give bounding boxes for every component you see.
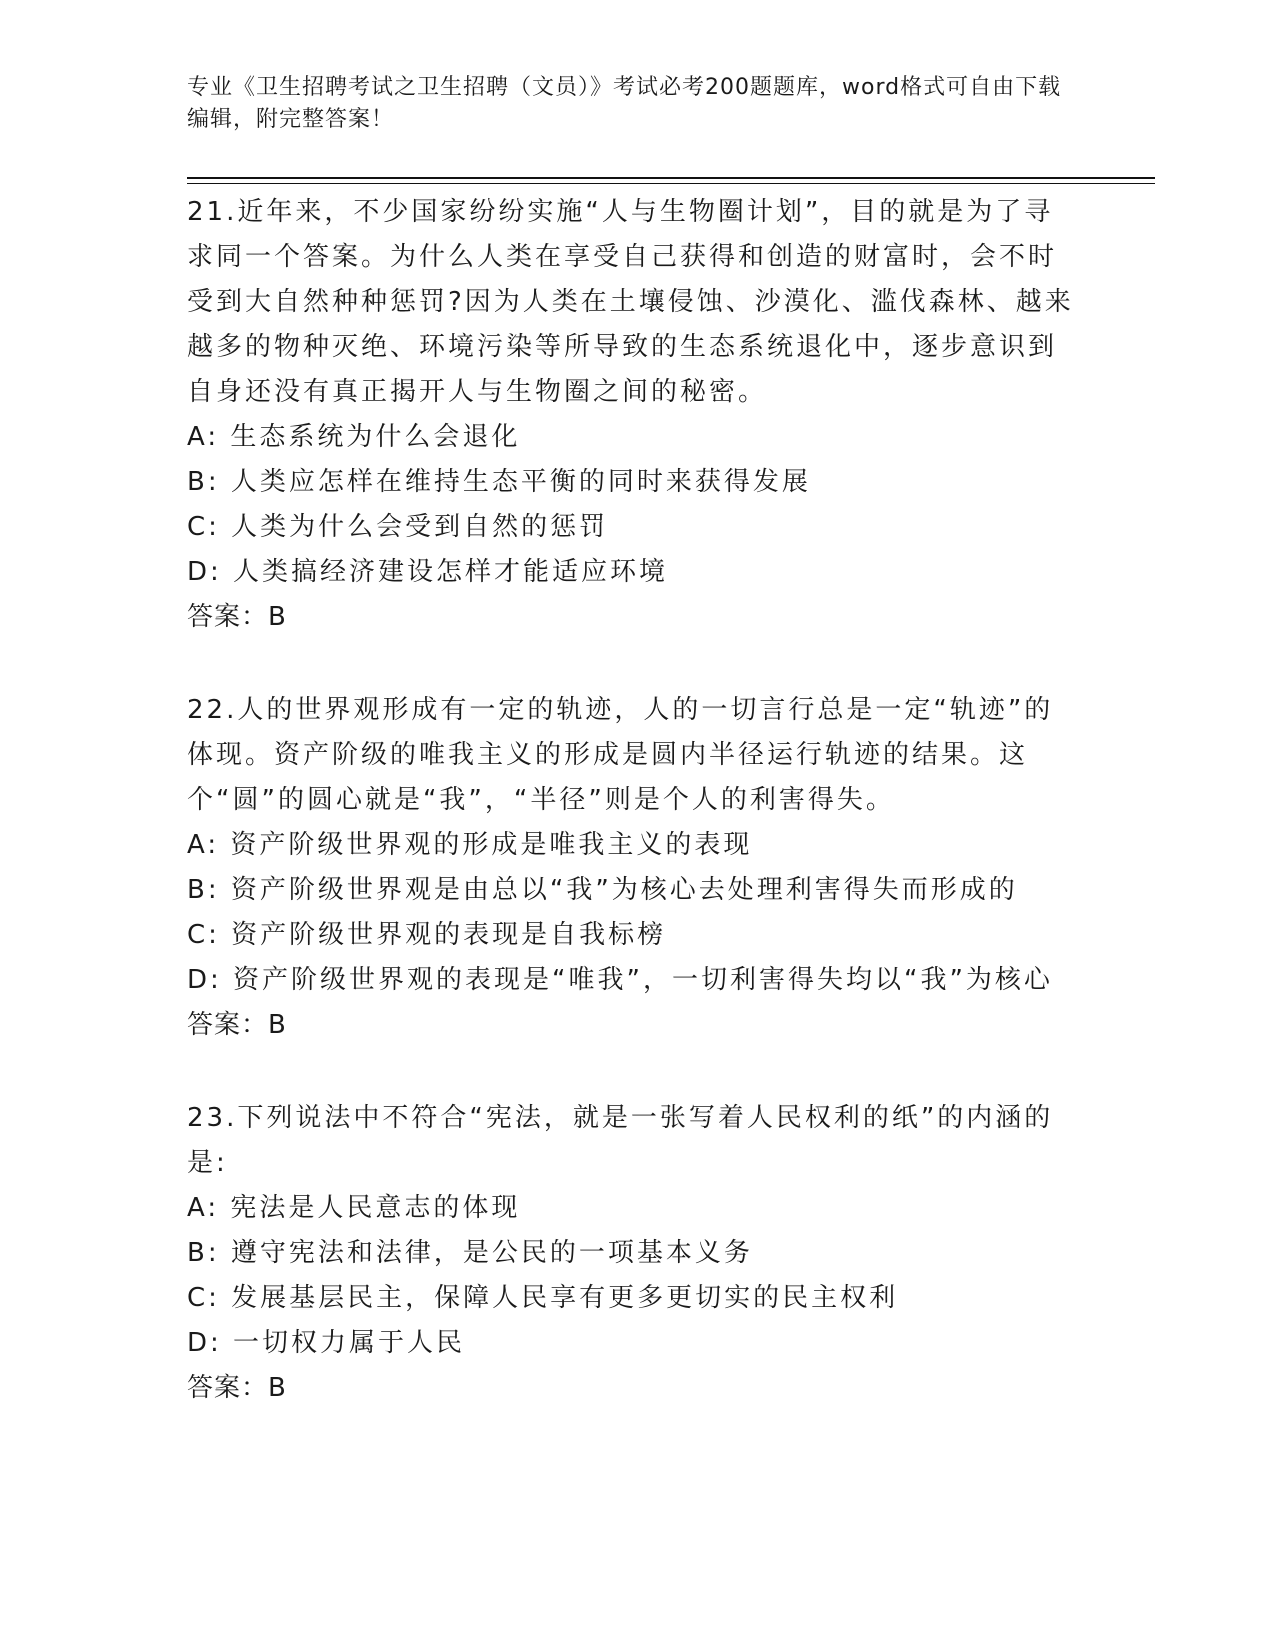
question-stem: 21.近年来，不少国家纷纷实施“人与生物圈计划”，目的就是为了寻求同一个答案。为什么人类在享受自己获得和创造的财富时，会不时受到大自然种种惩罚?因为人类在土壤侵蚀、沙漠化、滥伐森林、越来越多的物种灭绝、环境污染等所导致的生态系统退化中，逐步意识到自身还没有真正揭开人与生物圈之间的秘密。 bbox=[187, 197, 1074, 407]
question-list bbox=[187, 190, 1077, 1459]
option-b: B: 遵守宪法和法律，是公民的一项基本义务 bbox=[187, 1238, 753, 1268]
question-stem: 23.下列说法中不符合“宪法，就是一张写着人民权利的纸”的内涵的是: bbox=[187, 1103, 1054, 1178]
option-a: A: 资产阶级世界观的形成是唯我主义的表现 bbox=[187, 830, 753, 860]
option-a: A: 宪法是人民意志的体现 bbox=[187, 1193, 521, 1223]
question-23 bbox=[187, 1096, 1077, 1411]
option-a: A: 生态系统为什么会退化 bbox=[187, 422, 521, 452]
question-stem: 22.人的世界观形成有一定的轨迹，人的一切言行总是一定“轨迹”的体现。资产阶级的唯我主义的形成是圆内半径运行轨迹的结果。这个“圆”的圆心就是“我”，“半径”则是个人的利害得失。 bbox=[187, 695, 1054, 815]
header-divider-thin bbox=[187, 183, 1155, 184]
option-b: B: 人类应怎样在维持生态平衡的同时来获得发展 bbox=[187, 467, 811, 497]
document-header: 专业《卫生招聘考试之卫生招聘（文员）》考试必考200题题库，word格式可自由下载编辑，附完整答案！ bbox=[187, 75, 1062, 132]
answer-label: 答案：B bbox=[187, 1010, 287, 1040]
header-divider-thick bbox=[187, 177, 1155, 179]
option-c: C: 发展基层民主，保障人民享有更多更切实的民主权利 bbox=[187, 1283, 899, 1313]
option-c: C: 资产阶级世界观的表现是自我标榜 bbox=[187, 920, 667, 950]
answer-label: 答案：B bbox=[187, 602, 287, 632]
question-21 bbox=[187, 190, 1077, 640]
option-d: D: 人类搞经济建设怎样才能适应环境 bbox=[187, 557, 669, 587]
option-d: D: 资产阶级世界观的表现是“唯我”，一切利害得失均以“我”为核心 bbox=[187, 965, 1053, 995]
question-22 bbox=[187, 688, 1077, 1048]
option-d: D: 一切权力属于人民 bbox=[187, 1328, 466, 1358]
option-b: B: 资产阶级世界观是由总以“我”为核心去处理利害得失而形成的 bbox=[187, 875, 1018, 905]
answer-label: 答案：B bbox=[187, 1373, 287, 1403]
option-c: C: 人类为什么会受到自然的惩罚 bbox=[187, 512, 609, 542]
